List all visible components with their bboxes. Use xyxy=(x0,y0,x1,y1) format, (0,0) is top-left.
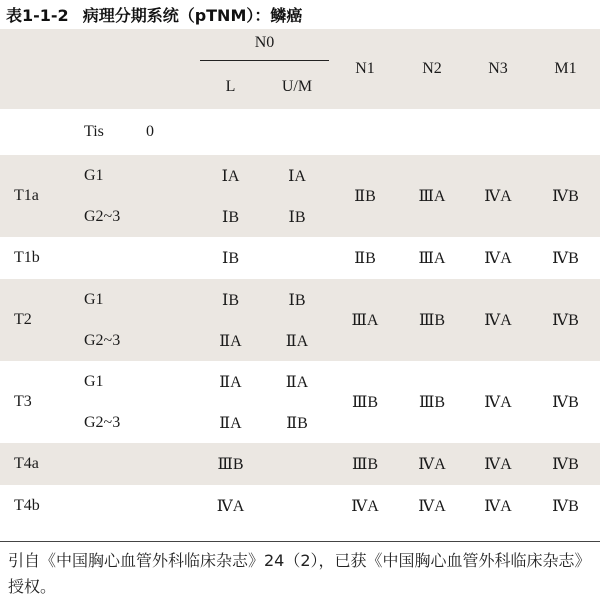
stage-cell: ⅡA xyxy=(198,320,263,361)
stage-cell: ⅣA xyxy=(216,498,245,515)
stage-cell: ⅣB xyxy=(531,279,600,361)
t-label: T1b xyxy=(14,249,40,266)
header-n0: N0 xyxy=(198,29,331,65)
stage-cell: ⅢB xyxy=(418,394,446,411)
stage-cell: ⅠA xyxy=(263,155,331,196)
stage-cell: ⅢA xyxy=(418,250,446,267)
row-t2 xyxy=(0,279,600,361)
grade-label: G2~3 xyxy=(76,196,198,237)
stage-cell: ⅡB xyxy=(286,414,308,432)
tis-label: Tis 0 xyxy=(84,123,154,140)
t-label: T4a xyxy=(0,443,76,485)
stage-cell: ⅢA xyxy=(399,155,465,237)
stage-cell: ⅣA xyxy=(484,250,512,267)
stage-cell: ⅣA xyxy=(484,498,512,515)
tis-stage: 0 xyxy=(146,123,154,140)
stage-cell: ⅡB xyxy=(331,155,399,237)
stage-cell: ⅣA xyxy=(351,498,379,515)
stage-cell: ⅢB xyxy=(399,279,465,361)
stage-cell: ⅠB xyxy=(222,250,239,267)
stage-cell: ⅢB xyxy=(351,394,379,411)
staging-table-container xyxy=(0,29,600,527)
stage-cell: ⅣA xyxy=(465,279,531,361)
footnote-box xyxy=(0,541,600,606)
stage-cell: ⅣA xyxy=(465,443,531,485)
header-n3: N3 xyxy=(465,29,531,109)
table-title xyxy=(6,3,302,29)
row-t4b xyxy=(0,485,600,527)
stage-cell: ⅣB xyxy=(531,443,600,485)
grade-label: G2~3 xyxy=(76,320,198,361)
grade-label: G2~3 xyxy=(84,413,121,431)
staging-table xyxy=(0,29,600,527)
stage-cell: ⅣA xyxy=(399,443,465,485)
stage-cell: ⅡA xyxy=(285,373,309,391)
stage-cell: ⅣB xyxy=(531,155,600,237)
stage-cell: ⅣB xyxy=(552,250,579,267)
stage-cell: ⅣB xyxy=(552,498,579,515)
footnote: 引自《中国胸心血管外科临床杂志》24（2），已获《中国胸心血管外科临床杂志》授权。 xyxy=(8,551,583,596)
t-label: T1a xyxy=(0,155,76,237)
grade-label: G1 xyxy=(84,372,104,390)
stage-cell: ⅣB xyxy=(552,394,579,411)
row-t1b xyxy=(0,237,600,279)
header-n2: N2 xyxy=(399,29,465,109)
row-t1a xyxy=(0,155,600,237)
row-tis xyxy=(0,109,600,155)
t-label: T4b xyxy=(14,497,40,514)
table-caption: 病理分期系统（pTNM）：鳞癌 xyxy=(82,6,303,25)
row-t4a xyxy=(0,443,600,485)
row-t3 xyxy=(0,361,600,443)
table-number: 表1-1-2 xyxy=(6,6,69,25)
stage-cell: ⅠB xyxy=(263,279,331,320)
stage-cell: ⅣA xyxy=(465,155,531,237)
stage-cell: ⅡA xyxy=(219,373,242,391)
stage-cell: ⅠB xyxy=(263,196,331,237)
table-header xyxy=(0,29,600,109)
grade-label: G1 xyxy=(76,279,198,320)
stage-cell: ⅠA xyxy=(198,155,263,196)
stage-cell: ⅠB xyxy=(198,279,263,320)
header-um: U/M xyxy=(263,65,331,109)
header-l: L xyxy=(198,65,263,109)
stage-cell: ⅡB xyxy=(354,250,376,267)
stage-cell: ⅠB xyxy=(198,196,263,237)
stage-cell: ⅢB xyxy=(331,443,399,485)
stage-cell: ⅡA xyxy=(219,414,242,432)
stage-cell: ⅣA xyxy=(484,394,512,411)
header-n1: N1 xyxy=(331,29,399,109)
stage-cell: ⅣA xyxy=(418,498,446,515)
grade-label: G1 xyxy=(76,155,198,196)
stage-cell: ⅢB xyxy=(198,443,263,485)
t-label: T3 xyxy=(14,393,32,410)
t-label: T2 xyxy=(0,279,76,361)
stage-cell: ⅡA xyxy=(263,320,331,361)
stage-cell: ⅢA xyxy=(331,279,399,361)
header-m1: M1 xyxy=(531,29,600,109)
